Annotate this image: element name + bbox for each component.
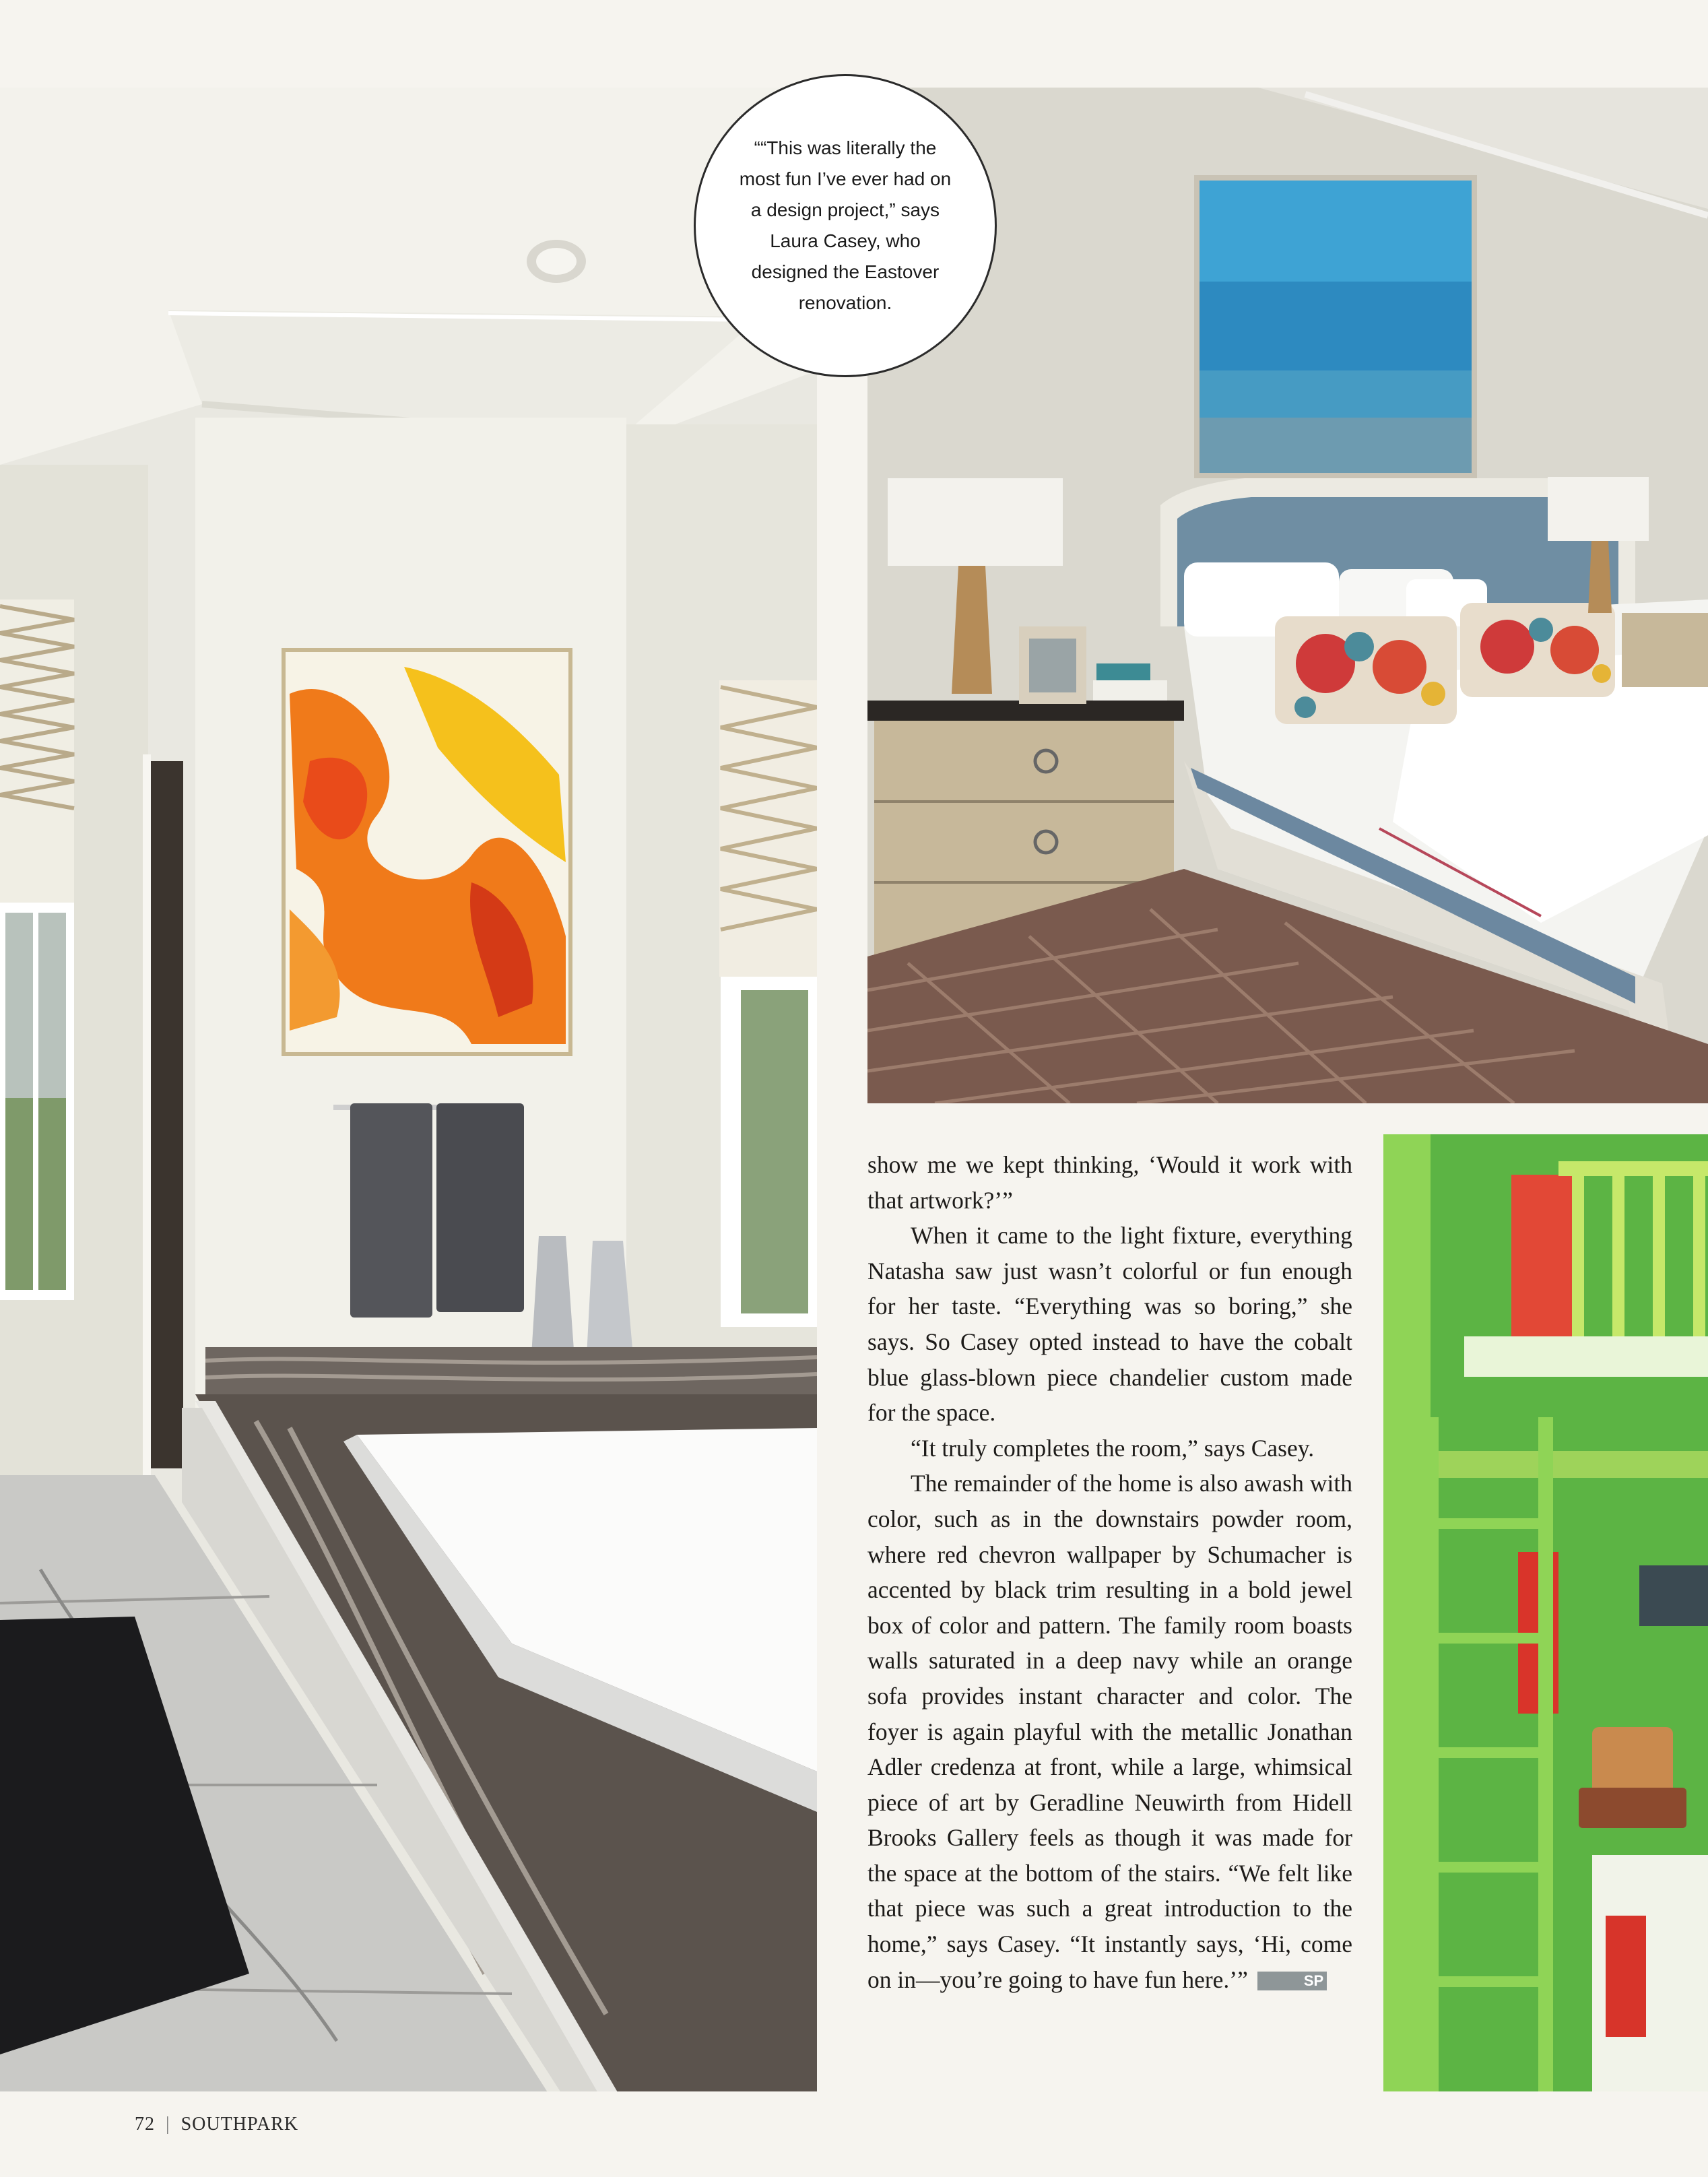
article-paragraph: “It truly completes the room,” says Casey. bbox=[911, 1434, 1315, 1462]
folio bbox=[135, 2114, 298, 2135]
article-paragraph: When it came to the light fixture, everything Natasha saw just wasn’t colorful or fun enough for her taste. “Everything was so boring,” she says. So Casey opted instead to have the cobalt blue glass-blown piece chandelier custom made for the space. bbox=[867, 1222, 1352, 1427]
article-paragraph-final bbox=[867, 1466, 1352, 1997]
pull-quote-text: ““This was literally the most fun I’ve ever had on a design project,” says Laura Casey, who designed the Eastover renovation. bbox=[739, 137, 952, 313]
article-body bbox=[867, 1147, 1352, 1997]
folio-separator: | bbox=[166, 2114, 170, 2135]
article-paragraph: show me we kept thinking, ‘Would it work with that artwork?’” bbox=[867, 1151, 1352, 1214]
bathroom-photo bbox=[0, 88, 817, 2091]
loft-photo bbox=[1383, 1134, 1708, 2091]
pull-quote bbox=[694, 74, 997, 377]
article-paragraph-text: The remainder of the home is also awash with color, such as in the downstairs powder room, where red chevron wallpaper by Schumacher is accented by black trim resulting in a bold jewel box of color and pattern. The family room boasts walls saturated in a deep navy while an orange sofa provides instant character and color. The foyer is again playful with the metallic Jonathan Adler credenza at front, while a large, whimsical piece of art by Geradline Neuwirth from Hidell Brooks Gallery feels as though it was made for the space at the bottom of the stairs. “We felt like that piece was such a great introduction to the home,” says Casey. “It instantly says, ‘Hi, come on in—you’re going to have fun here.’” bbox=[867, 1470, 1352, 1993]
magazine-name: SOUTHPARK bbox=[180, 2114, 299, 2135]
end-mark-icon: SP bbox=[1257, 1972, 1327, 1990]
page-number: 72 bbox=[135, 2114, 155, 2135]
